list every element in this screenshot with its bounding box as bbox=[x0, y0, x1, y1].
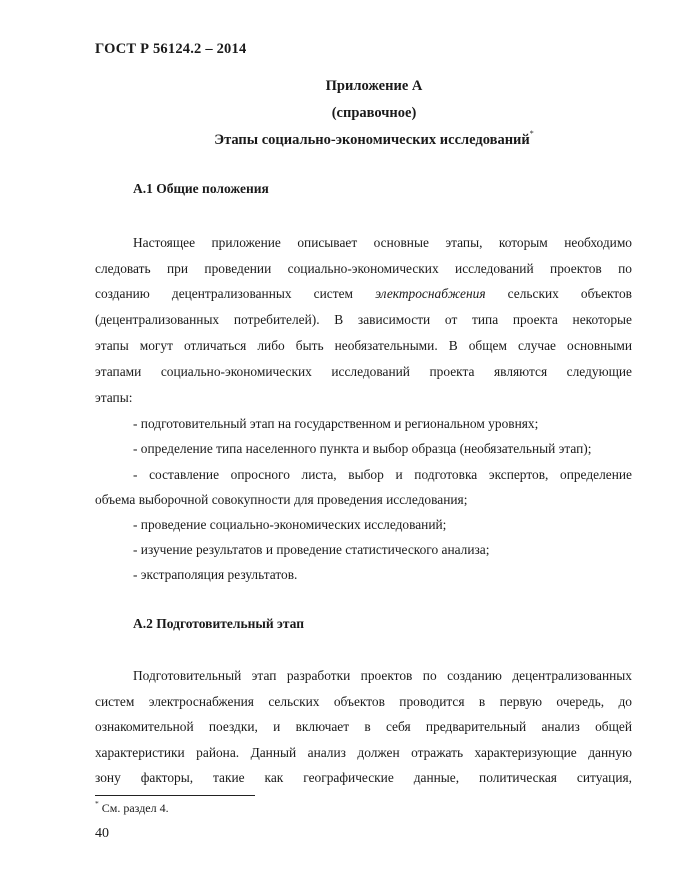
paragraph-line: Настоящее приложение описывает основные этапы, которым необходимо bbox=[133, 235, 632, 250]
paragraph-line: созданию децентрализованных систем электроснабжения сельских объектов bbox=[95, 286, 632, 301]
list-item: - составление опросного листа, выбор и подготовка экспертов, определение bbox=[133, 467, 632, 482]
page-number: 40 bbox=[95, 826, 109, 841]
paragraph-line: следовать при проведении социально-экономических исследований проектов по bbox=[95, 261, 632, 276]
list-item: - определение типа населенного пункта и выбор образца (необязательный этап); bbox=[133, 441, 592, 456]
footnote bbox=[95, 801, 169, 816]
list-item: - экстраполяция результатов. bbox=[133, 567, 298, 582]
paragraph-line: характеристики района. Данный анализ должен отражать характеризующие данную bbox=[95, 745, 632, 760]
paragraph-line: систем электроснабжения сельских объектов проводится в первую очередь, до bbox=[95, 694, 632, 709]
appendix-title-text: Этапы социально-экономических исследований bbox=[214, 132, 530, 148]
list-item-continuation: объема выборочной совокупности для проведения исследования; bbox=[95, 492, 468, 507]
footnote-text: См. раздел 4. bbox=[101, 801, 169, 815]
paragraph-line: Подготовительный этап разработки проектов по созданию децентрализованных bbox=[133, 668, 632, 683]
paragraph-line: этапы: bbox=[95, 390, 133, 405]
appendix-title bbox=[0, 129, 680, 149]
paragraph-line: ознакомительной поездки, и включает в себя предварительный анализ общей bbox=[95, 719, 632, 734]
list-item: - проведение социально-экономических исследований; bbox=[133, 517, 447, 532]
appendix-label: Приложение А bbox=[325, 78, 423, 94]
list-item: - изучение результатов и проведение статистического анализа; bbox=[133, 542, 490, 557]
footnote-mark: * bbox=[95, 799, 99, 808]
section-a2-heading: А.2 Подготовительный этап bbox=[133, 616, 305, 631]
paragraph-line: этапы могут отличаться либо быть необязательными. В общем случае основными bbox=[95, 338, 632, 353]
appendix-type: (справочное) bbox=[331, 105, 417, 121]
paragraph-line: зону факторы, такие как географические данные, политическая ситуация, bbox=[95, 770, 632, 785]
footnote-divider bbox=[95, 795, 255, 796]
document-standard-id: ГОСТ Р 56124.2 – 2014 bbox=[95, 41, 247, 57]
footnote-reference: * bbox=[529, 129, 534, 138]
section-a1-heading: А.1 Общие положения bbox=[133, 181, 269, 196]
paragraph-line: (децентрализованных потребителей). В зависимости от типа проекта некоторые bbox=[95, 312, 632, 327]
emphasized-term: электроснабжения bbox=[375, 286, 486, 301]
paragraph-line: этапами социально-экономических исследований проекта являются следующие bbox=[95, 364, 632, 379]
list-item: - подготовительный этап на государственном и региональном уровнях; bbox=[133, 416, 539, 431]
